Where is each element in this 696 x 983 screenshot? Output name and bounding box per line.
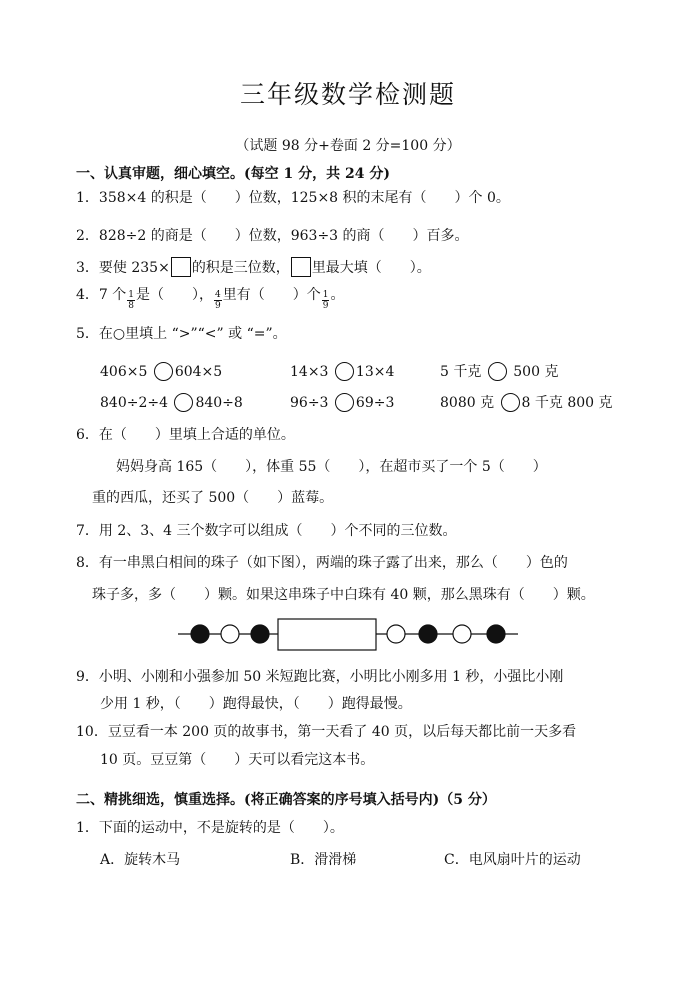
compare-item: 14×3 13×4 <box>290 364 395 380</box>
section-2-title: 二、精挑细选，慎重选择。(将正确答案的序号填入括号内)（5 分） <box>76 792 496 808</box>
option-b[interactable]: B．滑滑梯 <box>290 852 357 868</box>
question-10-line-2: 10 页。豆豆第（ ）天可以看完这本书。 <box>100 752 375 768</box>
question-8-line-2: 珠子多，多（ ）颗。如果这串珠子中白珠有 40 颗，那么黑珠有（ ）颗。 <box>92 587 595 603</box>
question-4-part-c: 里有（ ）个 <box>222 287 321 303</box>
option-c[interactable]: C．电风扇叶片的运动 <box>444 852 581 868</box>
question-4-part-a: 4．7 个 <box>76 287 127 303</box>
question-3-part-c: 里最大填（ ）。 <box>311 260 431 276</box>
fraction-1-9: $\frac{1}{9}$ <box>322 290 329 311</box>
question-5: 5．在○里填上 “>”“<” 或 “=”。 <box>76 326 287 342</box>
black-bead <box>191 625 209 643</box>
white-bead <box>221 625 239 643</box>
question-6: 6．在（ ）里填上合适的单位。 <box>76 427 295 443</box>
question-9-line-2: 少用 1 秒，（ ）跑得最快，（ ）跑得最慢。 <box>100 696 412 712</box>
question-10-line-1: 10．豆豆看一本 200 页的故事书，第一天看了 40 页，以后每天都比前一天多看 <box>76 724 577 740</box>
page-title: 三年级数学检测题 <box>239 80 456 109</box>
compare-item: 5 千克 500 克 <box>440 364 559 380</box>
question-9-line-1: 9．小明、小刚和小强参加 50 米短跑比赛，小明比小刚多用 1 秒，小强比小刚 <box>76 669 564 685</box>
section-1-title: 一、认真审题，细心填空。(每空 1 分，共 24 分) <box>76 166 390 182</box>
fraction-1-8: $\frac{1}{8}$ <box>128 290 134 311</box>
question-6-line-2: 重的西瓜，还买了 500（ ）蓝莓。 <box>92 490 334 506</box>
question-8-line-1: 8．有一串黑白相间的珠子（如下图），两端的珠子露了出来，那么（ ）色的 <box>76 555 568 571</box>
black-bead <box>251 625 269 643</box>
question-6-line-1: 妈妈身高 165（ ），体重 55（ ），在超市买了一个 5（ ） <box>116 459 547 475</box>
question-1: 1．358×4 的积是（ ）位数，125×8 积的末尾有（ ）个 0。 <box>76 190 510 206</box>
question-4-part-d: 。 <box>330 287 345 303</box>
white-bead <box>387 625 405 643</box>
black-bead <box>419 625 437 643</box>
question-4-part-b: 是（ ）， <box>136 287 213 303</box>
score-note: （试题 98 分+卷面 2 分=100 分） <box>235 138 461 154</box>
question-3-part-b: 的积是三位数， <box>191 260 290 276</box>
question-7: 7．用 2、3、4 三个数字可以组成（ ）个不同的三位数。 <box>76 523 457 539</box>
compare-item: 840÷2÷4 840÷8 <box>100 395 243 411</box>
fraction-4-9: $\frac{4}{9}$ <box>215 290 221 311</box>
compare-item: 96÷3 69÷3 <box>290 395 395 411</box>
question-2: 2．828÷2 的商是（ ）位数，963÷3 的商（ ）百多。 <box>76 228 469 244</box>
hidden-beads-box <box>278 619 376 650</box>
option-a[interactable]: A．旋转木马 <box>100 852 181 868</box>
section-2-question-1: 1．下面的运动中，不是旋转的是（ ）。 <box>76 820 344 836</box>
compare-item: 8080 克 8 千克 800 克 <box>440 395 613 411</box>
white-bead <box>453 625 471 643</box>
question-3-part-a: 3．要使 235× <box>76 260 170 276</box>
black-bead <box>487 625 505 643</box>
compare-item: 406×5 604×5 <box>100 364 223 380</box>
